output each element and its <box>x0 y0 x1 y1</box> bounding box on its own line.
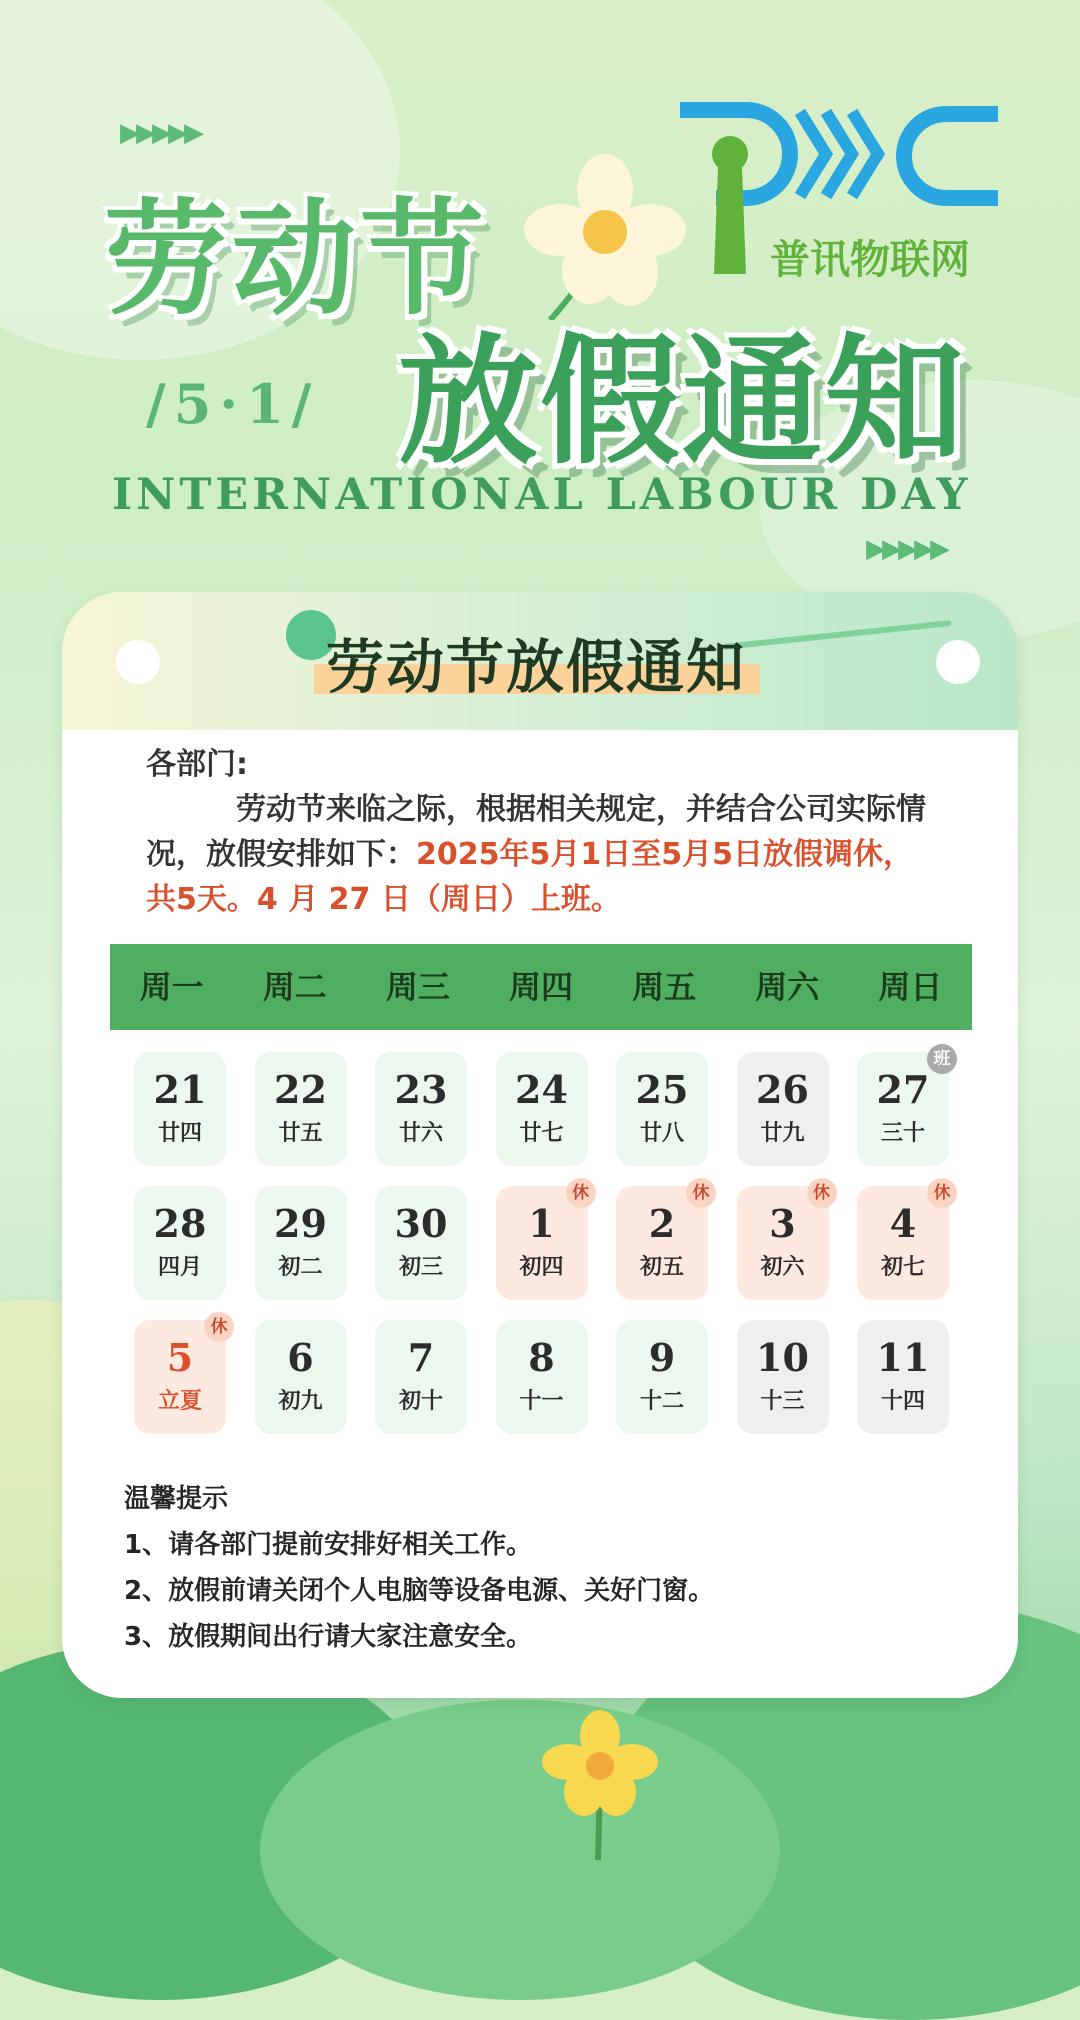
notice-body <box>146 787 936 922</box>
decor-swoosh <box>722 620 951 650</box>
day-number: 29 <box>274 1201 327 1246</box>
day-number: 3 <box>769 1201 796 1246</box>
calendar-day <box>496 1183 589 1300</box>
lunar-date: 初六 <box>760 1254 805 1280</box>
lunar-date: 廿七 <box>519 1120 564 1146</box>
weekday-label: 周一 <box>139 968 204 1006</box>
weekday-label: 周三 <box>385 968 450 1006</box>
day-number: 4 <box>889 1201 917 1246</box>
holiday-badge: 休 <box>686 1178 716 1208</box>
lunar-date: 四月 <box>157 1254 202 1280</box>
lunar-date: 初三 <box>398 1254 443 1280</box>
arrows-decoration: ▶▶▶▶▶ <box>866 534 946 564</box>
flower-icon <box>540 1710 660 1860</box>
date-mark: /5·1/ <box>146 372 320 436</box>
calendar-day <box>496 1052 588 1166</box>
lunar-date: 初五 <box>639 1254 684 1280</box>
day-number: 21 <box>153 1067 207 1112</box>
lunar-date: 十四 <box>880 1388 925 1414</box>
holiday-badge: 休 <box>807 1178 837 1208</box>
logo-text: 普讯物联网 <box>770 237 970 283</box>
day-number: 9 <box>648 1335 676 1380</box>
lunar-date: 廿九 <box>760 1120 805 1146</box>
calendar-day <box>737 1183 830 1300</box>
calendar-day <box>134 1317 228 1434</box>
lunar-date: 立夏 <box>157 1388 202 1414</box>
binder-hole <box>116 640 160 684</box>
notice-text <box>146 742 936 922</box>
headline-line2: 放假通知 <box>398 321 967 484</box>
holiday-badge: 休 <box>204 1312 234 1342</box>
lunar-date: 初二 <box>278 1254 323 1280</box>
greeting: 各部门: <box>146 747 248 782</box>
day-number: 24 <box>515 1067 568 1112</box>
binder-hole <box>936 640 980 684</box>
notice-body-plain: 劳动节来临之际，根据相关规定，并结合公司实际情况，放假安排如下： <box>146 792 926 872</box>
day-number: 26 <box>756 1067 809 1112</box>
card-title: 劳动节放假通知 <box>326 633 747 701</box>
weekday-label: 周二 <box>262 968 327 1006</box>
lunar-date: 初四 <box>519 1254 564 1280</box>
tips-title: 温馨提示 <box>124 1484 229 1514</box>
tip-item: 1、请各部门提前安排好相关工作。 <box>124 1530 533 1560</box>
tip-item: 3、放假期间出行请大家注意安全。 <box>124 1622 533 1652</box>
calendar-day <box>737 1052 829 1166</box>
lunar-date: 十三 <box>760 1388 805 1414</box>
tips-section <box>124 1476 984 1660</box>
day-number: 7 <box>407 1335 435 1380</box>
day-number: 2 <box>648 1201 676 1246</box>
weekday-label: 周五 <box>632 968 697 1006</box>
weekday-label: 周六 <box>755 968 820 1006</box>
calendar-day <box>134 1052 226 1166</box>
day-number: 8 <box>528 1335 555 1380</box>
day-number: 23 <box>394 1067 448 1112</box>
workday-badge: 班 <box>927 1044 957 1074</box>
calendar-day <box>616 1052 708 1166</box>
day-number: 30 <box>394 1201 448 1246</box>
calendar-day <box>375 1052 467 1166</box>
lunar-date: 初七 <box>880 1254 925 1280</box>
calendar-day <box>737 1320 829 1434</box>
day-number: 11 <box>876 1335 930 1380</box>
calendar-day <box>255 1186 347 1300</box>
day-number: 1 <box>528 1201 555 1246</box>
day-number: 28 <box>153 1201 207 1246</box>
lunar-date: 十一 <box>519 1388 564 1414</box>
calendar-day <box>616 1183 710 1300</box>
background-hill <box>260 1700 780 2000</box>
lunar-date: 三十 <box>880 1120 925 1146</box>
weekday-label: 周四 <box>508 968 573 1006</box>
day-number: 22 <box>274 1067 327 1112</box>
lunar-date: 十二 <box>639 1388 684 1414</box>
notice-card <box>62 592 1018 1698</box>
notice-body-highlight: 2025年5月1日至5月5日放假调休，共5天。4 月 27 日（周日）上班。 <box>146 837 913 917</box>
card-header <box>62 592 1018 730</box>
day-number: 6 <box>287 1335 314 1380</box>
day-number: 10 <box>756 1335 809 1380</box>
lunar-date: 廿八 <box>639 1120 684 1146</box>
calendar-day <box>857 1183 951 1300</box>
arrows-decoration: ▶▶▶▶▶ <box>120 118 200 148</box>
lunar-date: 初十 <box>398 1388 443 1414</box>
headline-line1: 劳动节 <box>104 188 489 332</box>
calendar-day <box>375 1320 467 1434</box>
lunar-date: 廿六 <box>398 1120 443 1146</box>
calendar-day <box>134 1186 226 1300</box>
calendar-day <box>496 1320 588 1434</box>
day-number: 5 <box>166 1335 194 1380</box>
holiday-badge: 休 <box>927 1178 957 1208</box>
english-subtitle: INTERNATIONAL LABOUR DAY <box>112 470 972 520</box>
lunar-date: 廿五 <box>278 1120 323 1146</box>
weekday-label: 周日 <box>878 968 943 1006</box>
weekday-header <box>110 944 972 1030</box>
lunar-date: 廿四 <box>157 1120 202 1146</box>
tip-item: 2、放假前请关闭个人电脑等设备电源、关好门窗。 <box>124 1576 715 1606</box>
calendar-day <box>857 1320 949 1434</box>
calendar-day <box>375 1186 467 1300</box>
calendar-day <box>857 1049 951 1166</box>
day-number: 27 <box>876 1067 930 1112</box>
lunar-date: 初九 <box>278 1388 323 1414</box>
holiday-badge: 休 <box>566 1178 596 1208</box>
day-number: 25 <box>635 1067 689 1112</box>
calendar-day <box>616 1320 708 1434</box>
calendar-day <box>255 1320 347 1434</box>
calendar-day <box>255 1052 347 1166</box>
